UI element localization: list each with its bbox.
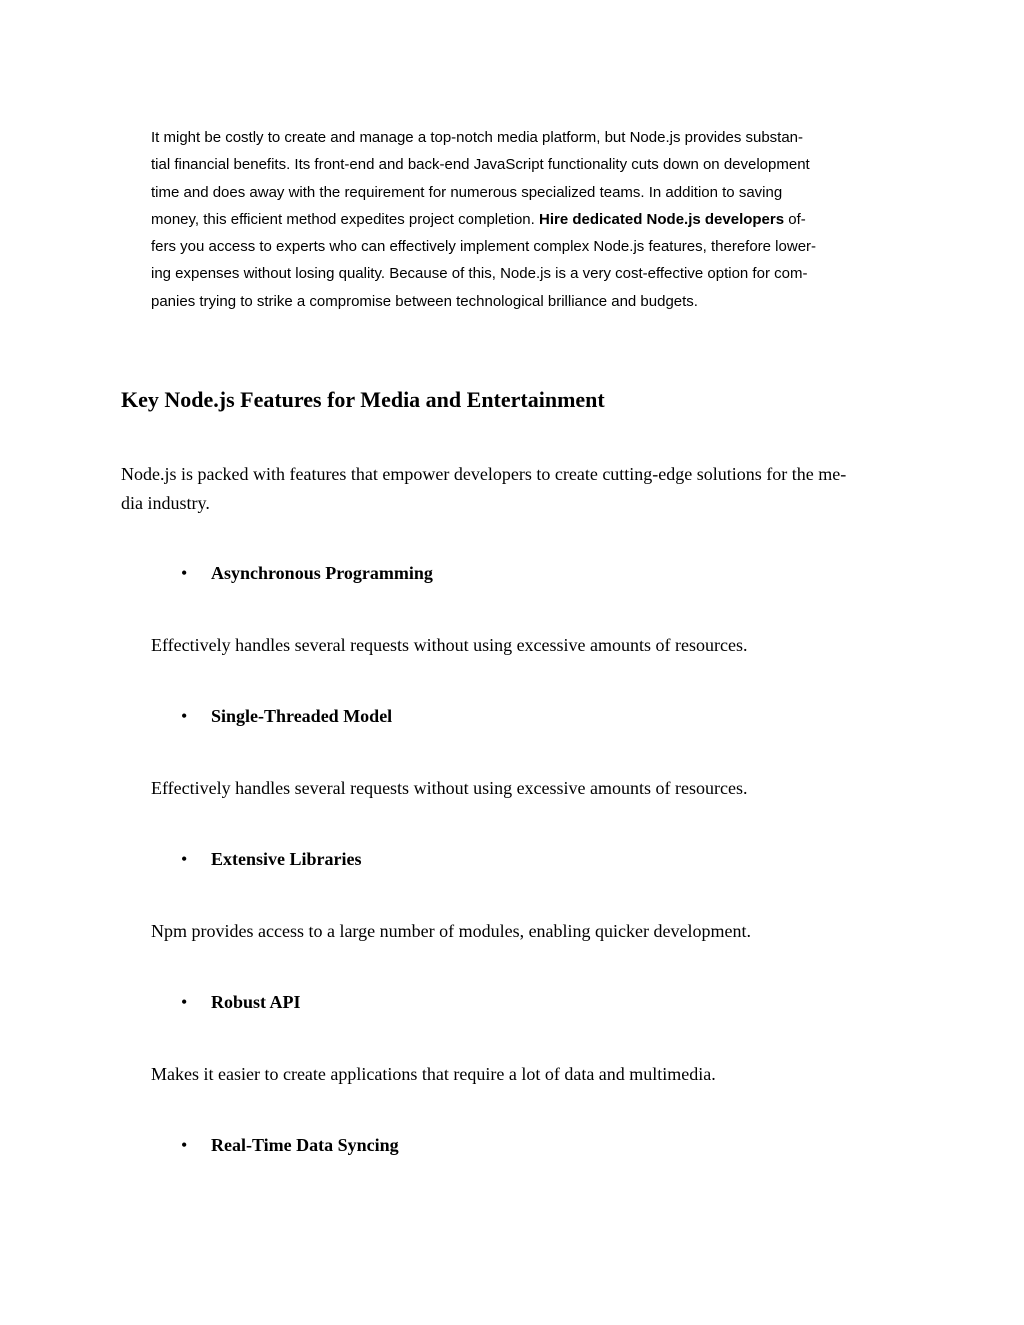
intro-line: panies trying to strike a compromise between technological brilliance and budgets. <box>151 292 698 310</box>
feature-title <box>181 1133 399 1157</box>
feature-title <box>181 561 433 585</box>
intro-line: time and does away with the requirement for numerous specialized teams. In addition to saving <box>151 183 783 201</box>
hire-developers-link[interactable]: Hire dedicated Node.js developers <box>539 210 785 228</box>
feature-title-text: Real-Time Data Syncing <box>211 1135 399 1155</box>
feature-description: Makes it easier to create applications that require a lot of data and multimedia. <box>151 1064 716 1084</box>
intro-paragraph <box>151 124 911 315</box>
lead-paragraph <box>121 460 911 518</box>
feature-description: Effectively handles several requests without using excessive amounts of resources. <box>151 778 748 798</box>
bullet-icon: • <box>181 1135 188 1155</box>
intro-line: ing expenses without losing quality. Because of this, Node.js is a very cost-effective option for com- <box>151 265 808 283</box>
feature-description: Effectively handles several requests without using excessive amounts of resources. <box>151 635 748 655</box>
feature-title-text: Single-Threaded Model <box>211 706 393 726</box>
feature-title-text: Robust API <box>211 992 301 1012</box>
intro-line: tial financial benefits. Its front-end and back-end JavaScript functionality cuts down on development <box>151 156 810 174</box>
bullet-icon: • <box>181 563 188 583</box>
feature-title <box>181 704 392 728</box>
section-heading: Key Node.js Features for Media and Entertainment <box>121 387 605 412</box>
intro-line: It might be costly to create and manage a top-notch media platform, but Node.js provides substan- <box>151 129 804 146</box>
feature-title <box>181 847 362 871</box>
intro-line: fers you access to experts who can effectively implement complex Node.js features, therefore lower- <box>151 238 817 256</box>
feature-title-text: Asynchronous Programming <box>211 563 433 583</box>
bullet-icon: • <box>181 849 188 869</box>
intro-line <box>151 206 911 233</box>
bullet-icon: • <box>181 706 188 726</box>
intro-line-text: of- <box>784 210 806 228</box>
bullet-icon: • <box>181 992 188 1012</box>
lead-line: dia industry. <box>121 493 210 513</box>
intro-line-text: money, this efficient method expedites project completion. <box>151 210 539 228</box>
feature-title-text: Extensive Libraries <box>211 849 362 869</box>
feature-title <box>181 990 301 1014</box>
feature-description: Npm provides access to a large number of modules, enabling quicker development. <box>151 921 751 941</box>
lead-line: Node.js is packed with features that empower developers to create cutting-edge solutions for the me- <box>121 464 847 484</box>
